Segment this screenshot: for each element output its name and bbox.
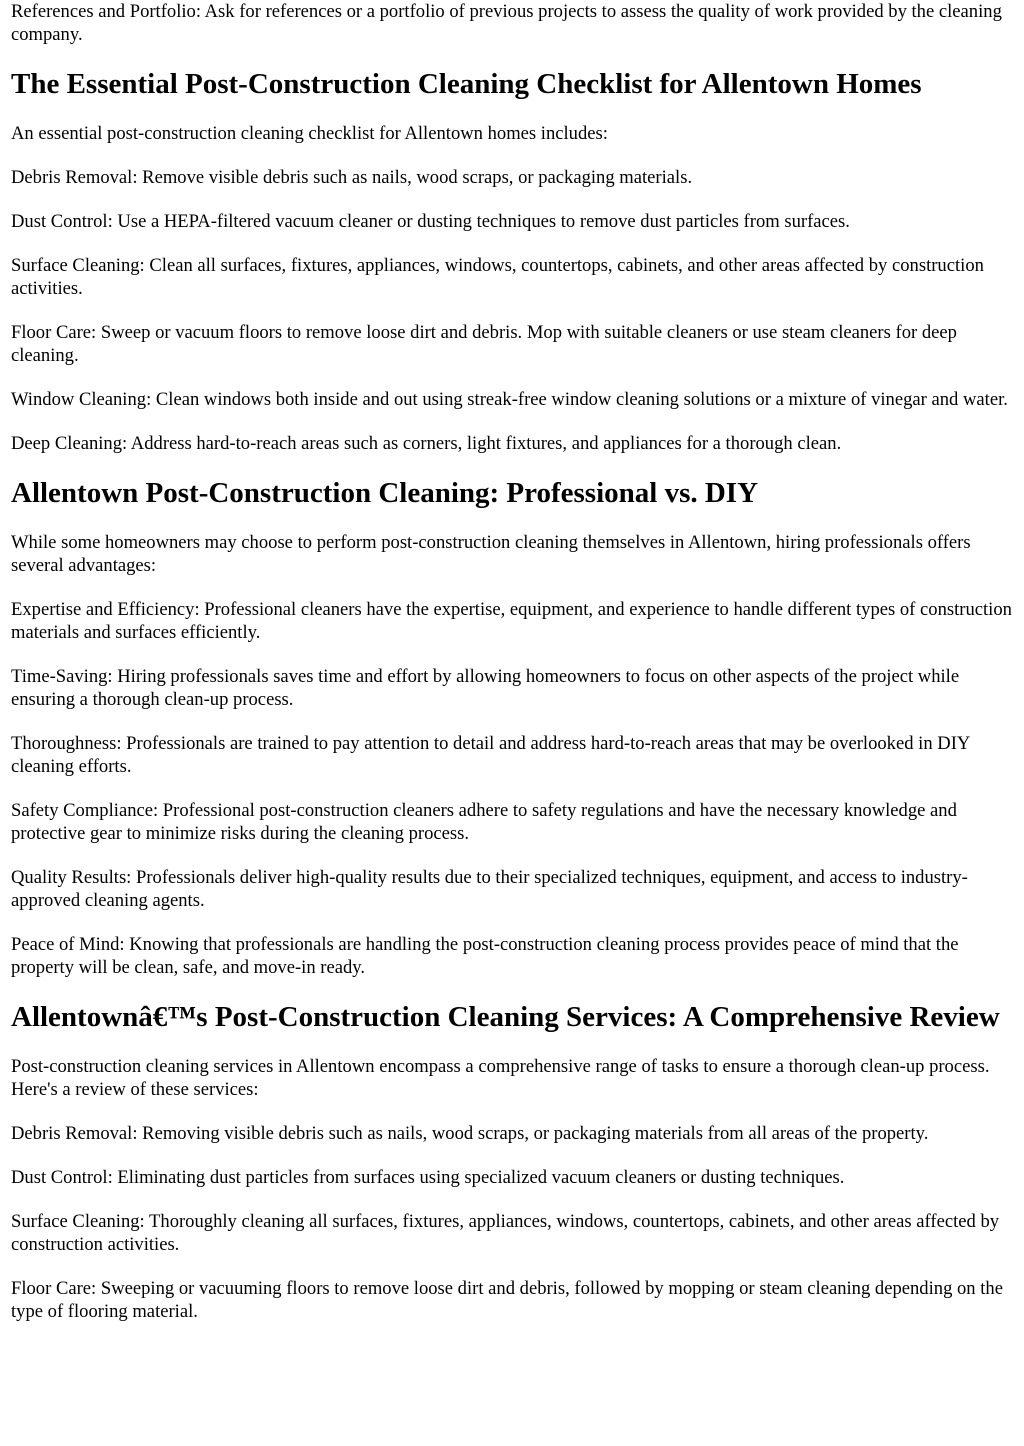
section-checklist xyxy=(11,67,1013,455)
paragraph: Safety Compliance: Professional post-construction cleaners adhere to safety regulations and have the necessary knowledge and protective gear to minimize risks during the cleaning process. xyxy=(11,800,957,844)
paragraph: Expertise and Efficiency: Professional cleaners have the expertise, equipment, and experience to handle different types of construction materials and surfaces efficiently. xyxy=(11,599,1012,643)
paragraph: Deep Cleaning: Address hard-to-reach areas such as corners, light fixtures, and appliances for a thorough clean. xyxy=(11,433,842,454)
intro-paragraph: References and Portfolio: Ask for references or a portfolio of previous projects to assess the quality of work provided by the cleaning company. xyxy=(11,1,1002,45)
paragraph: Dust Control: Eliminating dust particles from surfaces using specialized vacuum cleaners or dusting techniques. xyxy=(11,1167,845,1188)
section-heading: The Essential Post-Construction Cleaning Checklist for Allentown Homes xyxy=(11,68,922,100)
paragraph: Window Cleaning: Clean windows both inside and out using streak-free window cleaning solutions or a mixture of vinegar and water. xyxy=(11,389,1008,410)
paragraph: Quality Results: Professionals deliver high-quality results due to their specialized techniques, equipment, and access to industry-approved cleaning agents. xyxy=(11,867,968,911)
paragraph: Floor Care: Sweeping or vacuuming floors to remove loose dirt and debris, followed by mopping or steam cleaning depending on the type of flooring material. xyxy=(11,1278,1003,1322)
section-services-review xyxy=(11,1000,1013,1323)
paragraph: Post-construction cleaning services in Allentown encompass a comprehensive range of tasks to ensure a thorough clean-up process. Here's a review of these services: xyxy=(11,1056,990,1100)
section-professional-vs-diy xyxy=(11,476,1013,979)
paragraph: While some homeowners may choose to perform post-construction cleaning themselves in Allentown, hiring professionals offers several advantages: xyxy=(11,532,971,576)
paragraph: Debris Removal: Removing visible debris such as nails, wood scraps, or packaging materials from all areas of the property. xyxy=(11,1123,929,1144)
paragraph: Surface Cleaning: Thoroughly cleaning all surfaces, fixtures, appliances, windows, countertops, cabinets, and other areas affected by construction activities. xyxy=(11,1211,1000,1255)
section-heading: Allentown Post-Construction Cleaning: Professional vs. DIY xyxy=(11,477,759,509)
paragraph: Peace of Mind: Knowing that professionals are handling the post-construction cleaning process provides peace of mind that the property will be clean, safe, and move-in ready. xyxy=(11,934,959,978)
paragraph: Dust Control: Use a HEPA-filtered vacuum cleaner or dusting techniques to remove dust particles from surfaces. xyxy=(11,211,850,232)
paragraph: Time-Saving: Hiring professionals saves time and effort by allowing homeowners to focus on other aspects of the project while ensuring a thorough clean-up process. xyxy=(11,666,960,710)
paragraph: Thoroughness: Professionals are trained to pay attention to detail and address hard-to-reach areas that may be overlooked in DIY cleaning efforts. xyxy=(11,733,970,777)
paragraph: Floor Care: Sweep or vacuum floors to remove loose dirt and debris. Mop with suitable cleaners or use steam cleaners for deep cleaning. xyxy=(11,322,957,366)
paragraph: Surface Cleaning: Clean all surfaces, fixtures, appliances, windows, countertops, cabinets, and other areas affected by construction activities. xyxy=(11,255,984,299)
paragraph: Debris Removal: Remove visible debris such as nails, wood scraps, or packaging materials. xyxy=(11,167,693,188)
section-heading: Allentownâ€™s Post-Construction Cleaning Services: A Comprehensive Review xyxy=(11,1001,1000,1033)
paragraph: An essential post-construction cleaning checklist for Allentown homes includes: xyxy=(11,123,608,144)
